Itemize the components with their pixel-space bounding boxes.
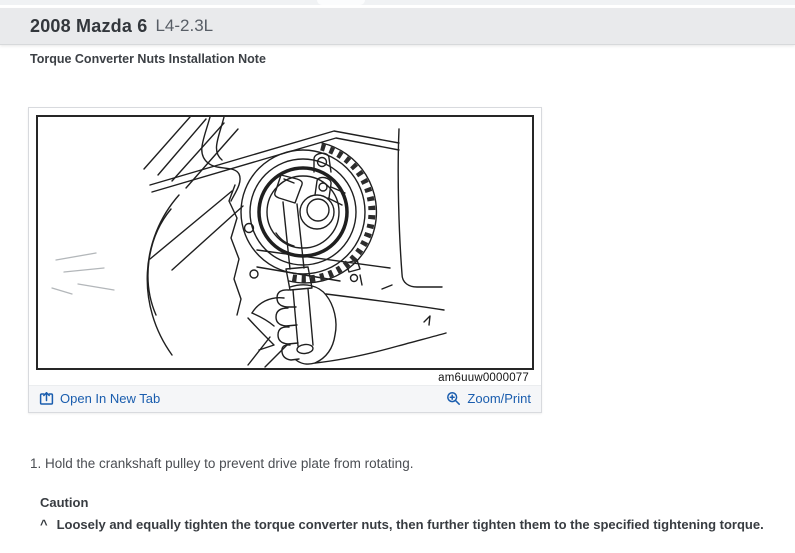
instruction-step-1: 1. Hold the crankshaft pulley to prevent drive plate from rotating. (30, 456, 414, 471)
torque-converter-illustration (36, 115, 534, 370)
top-strip (0, 0, 795, 5)
open-in-new-tab-icon (39, 391, 54, 406)
section-title: Torque Converter Nuts Installation Note (30, 52, 266, 66)
caution-heading: Caution (40, 495, 89, 510)
zoom-print-label: Zoom/Print (467, 391, 531, 406)
zoom-in-icon (446, 391, 461, 406)
open-in-new-tab-label: Open In New Tab (60, 391, 161, 406)
zoom-print-link[interactable] (446, 391, 531, 406)
caution-text-line (40, 517, 795, 532)
figure-footer (29, 385, 541, 412)
engine-spec: L4-2.3L (155, 16, 214, 35)
vehicle-title: 2008 Mazda 6 (30, 15, 148, 36)
image-code-caption: am6uuw0000077 (438, 372, 529, 384)
page-header (0, 8, 795, 44)
line-drawing (38, 117, 532, 368)
caution-block (40, 495, 795, 532)
open-in-new-tab-link[interactable] (39, 391, 160, 406)
caution-text: Loosely and equally tighten the torque converter nuts, then further tighten them to the specified tightening torque. (56, 517, 764, 532)
top-tab (317, 0, 365, 5)
figure-card (28, 107, 542, 413)
caution-marker: ^ (40, 517, 48, 532)
